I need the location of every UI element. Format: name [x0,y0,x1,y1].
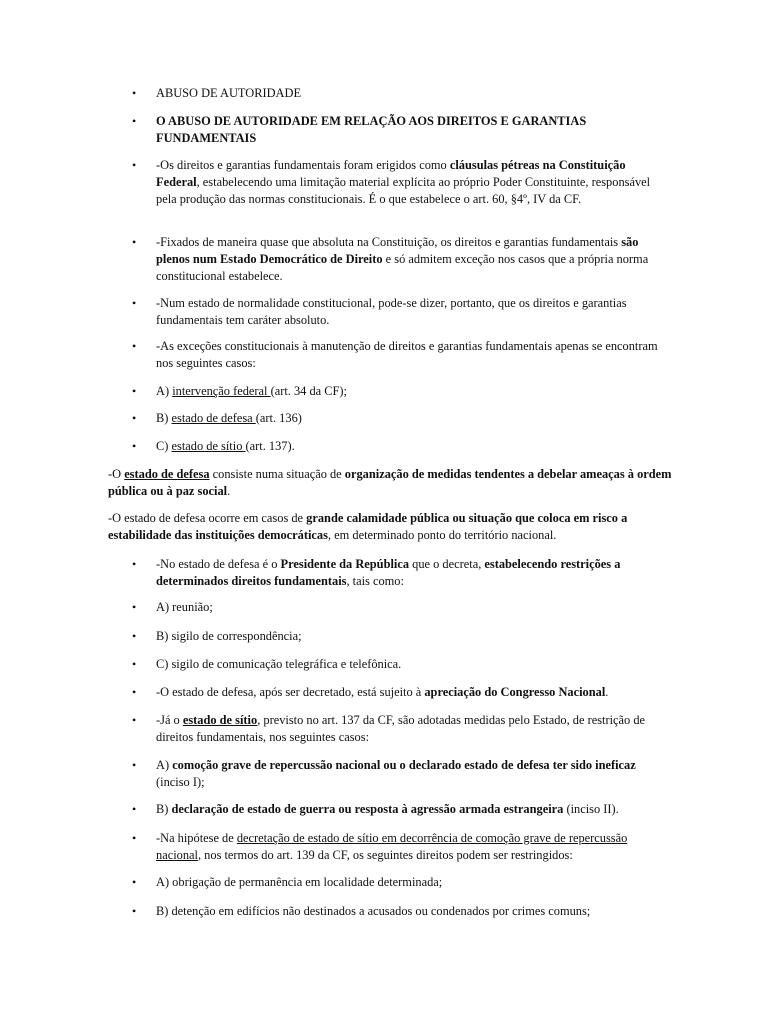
list-item-text [156,410,668,427]
text-run: -O [108,467,125,481]
bold-run: organização de medidas tendentes a debelar ameaças à ordem pública ou à paz social [108,467,672,498]
bullet-icon: • [132,114,137,128]
bold-run: Presidente da República [280,557,410,571]
bold-run: comoção grave de repercussão nacional ou o declarado estado de defesa ter sido ineficaz [172,758,636,772]
list-item [132,295,668,329]
bullet-icon: • [132,629,137,643]
underlined-run: estado de defesa [171,411,256,425]
bullet-icon: • [132,557,137,571]
text-run: , previsto no art. 137 da CF, são adotadas medidas pelo Estado, de restrição de direitos fundamentais, nos seguintes casos: [156,713,646,744]
text-run: , estabelecendo uma limitação material explícita ao próprio Poder Constituinte, responsável pela produção das normas constitucionais. É o que estabelece o art. 60, §4º, IV da CF. [156,175,651,206]
list-item-text: A) reunião; [156,600,213,614]
bullet-icon: • [132,296,137,310]
list-item-text [156,757,668,791]
bullet-icon: • [132,439,137,453]
bullet-icon: • [132,384,137,398]
list-item-text: C) sigilo de comunicação telegráfica e telefônica. [156,657,402,671]
paragraph [108,466,672,500]
text-run: (art. 137). [245,439,295,453]
list-item [132,234,668,285]
list-item [132,599,668,616]
bold-underlined-run: estado de sítio [182,713,258,727]
text-run: que o decreta, [409,557,485,571]
bullet-icon: • [132,657,137,671]
underlined-run: decretação de estado de sítio em decorrência de comoção grave de repercussão nacional [156,831,628,862]
list-item [132,801,668,818]
list-item [132,85,668,102]
bullet-icon: • [132,235,137,249]
list-item [132,410,668,427]
list-item [132,157,668,208]
text-run: . [605,685,609,699]
bold-run: grande calamidade pública ou situação que coloca em risco a estabilidade das instituições democráticas [108,511,628,542]
underlined-run: intervenção federal [172,384,271,398]
bullet-icon: • [132,158,137,172]
bold-run: cláusulas pétreas na Constituição Federal [156,158,626,189]
text-run: e só admitem exceção nos casos que a própria norma constitucional estabelece. [156,252,649,283]
text-run: (inciso I); [156,775,205,789]
text-run: -Já o [156,713,183,727]
bullet-icon: • [132,875,137,889]
list-item [132,556,668,590]
list-item-text [156,712,668,746]
list-item [132,712,668,746]
list-item [132,628,668,645]
bullet-icon: • [132,802,137,816]
bullet-icon: • [132,600,137,614]
bullet-icon: • [132,713,137,727]
list-item-text [156,556,668,590]
bold-run: estabelecendo restrições a determinados direitos fundamentais [156,557,621,588]
list-item [132,874,668,891]
text-run: , nos termos do art. 139 da CF, os seguintes direitos podem ser restringidos: [197,848,573,862]
list-item [132,903,668,920]
bold-run: apreciação do Congresso Nacional [424,685,606,699]
underlined-run: estado de sítio [171,439,246,453]
bullet-icon: • [132,411,137,425]
section-heading [156,113,668,147]
bullet-icon: • [132,86,137,100]
list-item [132,684,668,701]
list-item-text: B) sigilo de correspondência; [156,629,302,643]
list-item-text [156,830,668,864]
text-run: . [227,484,231,498]
list-item-text [156,383,668,400]
text-run: -Na hipótese de [156,831,237,845]
text-run: -No estado de defesa é o [156,557,281,571]
bullet-icon: • [132,904,137,918]
paragraph [108,510,672,544]
list-item-text: -Num estado de normalidade constitucional, pode-se dizer, portanto, que os direitos e garantias fundamentais tem caráter absoluto. [156,296,627,327]
bullet-icon: • [132,685,137,699]
list-item-text: B) detenção em edifícios não destinados a acusados ou condenados por crimes comuns; [156,904,591,918]
text-run: -Os direitos e garantias fundamentais foram erigidos como [156,158,450,172]
list-item [132,656,668,673]
list-item [132,438,668,455]
text-run: C) [156,439,172,453]
list-item [132,113,668,147]
text-run: , em determinado ponto do território nacional. [327,528,557,542]
text-run: -O estado de defesa ocorre em casos de [108,511,307,525]
bold-run: declaração de estado de guerra ou resposta à agressão armada estrangeira [171,802,564,816]
list-item-text: -As exceções constitucionais à manutenção de direitos e garantias fundamentais apenas se encontram nos seguintes casos: [156,339,658,370]
bullet-icon: • [132,831,137,845]
text-run: B) [156,802,172,816]
text-run: (art. 34 da CF); [270,384,347,398]
text-run: -O estado de defesa, após ser decretado, está sujeito à [156,685,425,699]
list-item [132,830,668,864]
list-item [132,383,668,400]
list-item-text [156,234,668,285]
list-item-text [156,801,668,818]
list-item-text [156,684,668,701]
list-item [132,338,668,372]
bold-run: são plenos num Estado Democrático de Direito [156,235,639,266]
bullet-icon: • [132,758,137,772]
text-run: -Fixados de maneira quase que absoluta na Constituição, os direitos e garantias fundamentais [156,235,622,249]
text-run: (art. 136) [255,411,302,425]
text-run: A) [156,384,173,398]
list-item-text: A) obrigação de permanência em localidade determinada; [156,875,443,889]
text-run: B) [156,411,172,425]
text-run: , tais como: [346,574,404,588]
section-heading-text: O ABUSO DE AUTORIDADE EM RELAÇÃO AOS DIREITOS E GARANTIAS FUNDAMENTAIS [156,114,587,145]
text-run: (inciso II). [563,802,619,816]
bullet-icon: • [132,339,137,353]
list-item-text [156,157,668,208]
list-item [132,757,668,791]
text-run: A) [156,758,173,772]
list-item-text: ABUSO DE AUTORIDADE [156,86,302,100]
list-item-text [156,438,668,455]
bold-underlined-run: estado de defesa [124,467,210,481]
text-run: consiste numa situação de [209,467,345,481]
